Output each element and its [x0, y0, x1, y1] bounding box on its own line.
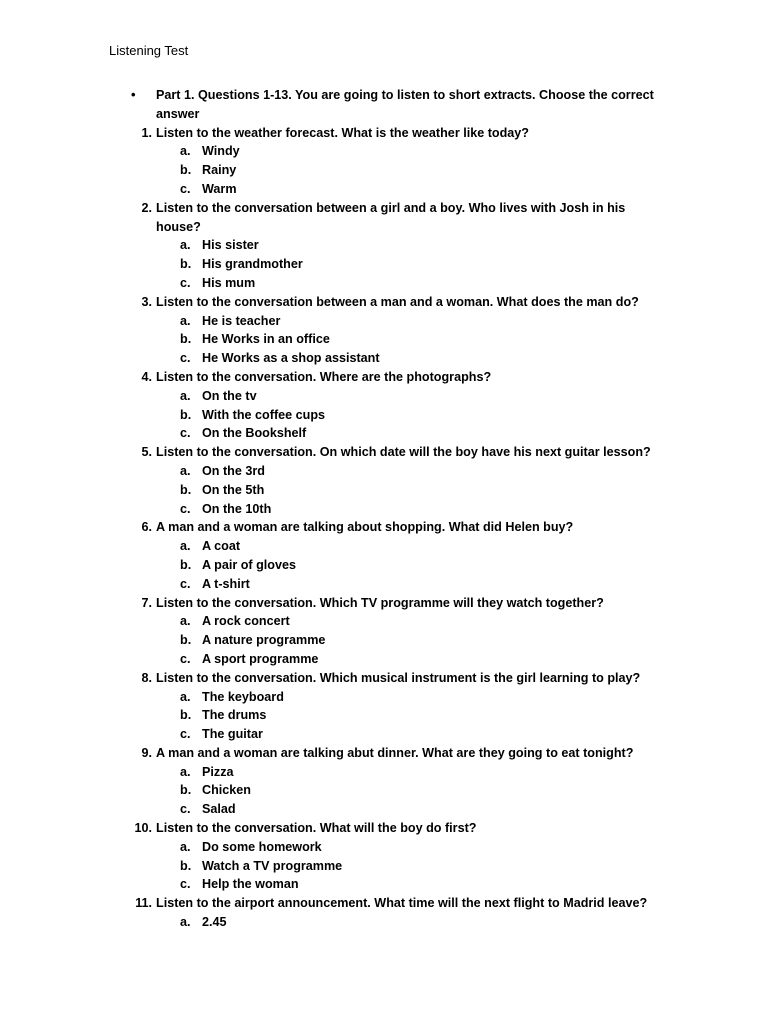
question-number: 6. — [141, 520, 152, 535]
question-number: 8. — [141, 670, 152, 685]
option-letter: c. — [180, 501, 191, 516]
question-number: 9. — [141, 745, 152, 760]
option-letter: a. — [180, 764, 191, 779]
option-text: His grandmother — [202, 257, 303, 272]
option-letter: a. — [180, 539, 191, 554]
option-letter: a. — [180, 238, 191, 253]
option-letter: b. — [180, 482, 192, 497]
answer-option — [0, 781, 768, 800]
answer-option — [0, 462, 768, 481]
question-line — [0, 199, 768, 218]
option-letter: c. — [180, 651, 191, 666]
question-list — [0, 86, 768, 932]
option-text: Salad — [202, 802, 236, 817]
option-text: He Works as a shop assistant — [202, 351, 380, 366]
option-text: Pizza — [202, 764, 234, 779]
question-text: Listen to the conversation between a man and a woman. What does the man do? — [156, 294, 639, 309]
option-letter: c. — [180, 877, 191, 892]
option-text: On the 10th — [202, 501, 272, 516]
option-text: On the 3rd — [202, 463, 265, 478]
question-number: 5. — [141, 445, 152, 460]
bullet-icon: • — [131, 87, 136, 102]
question-number: 7. — [141, 595, 152, 610]
option-text: The keyboard — [202, 689, 284, 704]
option-text: His sister — [202, 238, 259, 253]
question-line — [0, 124, 768, 143]
answer-option — [0, 650, 768, 669]
option-text: He is teacher — [202, 313, 281, 328]
option-text: A t-shirt — [202, 576, 250, 591]
answer-option — [0, 406, 768, 425]
question-line — [0, 368, 768, 387]
answer-option — [0, 763, 768, 782]
option-letter: a. — [180, 463, 191, 478]
option-text: Help the woman — [202, 877, 299, 892]
option-text: On the 5th — [202, 482, 265, 497]
option-text: Do some homework — [202, 839, 322, 854]
answer-option — [0, 500, 768, 519]
option-text: A pair of gloves — [202, 557, 297, 572]
question-number: 3. — [141, 294, 152, 309]
answer-option — [0, 575, 768, 594]
question-text: house? — [156, 219, 201, 234]
option-letter: a. — [180, 689, 191, 704]
option-text: On the Bookshelf — [202, 426, 307, 441]
option-letter: c. — [180, 275, 191, 290]
question-text: Listen to the weather forecast. What is the weather like today? — [156, 125, 529, 140]
option-letter: b. — [180, 858, 192, 873]
intro-text: answer — [156, 106, 200, 121]
answer-option — [0, 857, 768, 876]
question-line — [0, 293, 768, 312]
option-text: Rainy — [202, 163, 237, 178]
question-text: Listen to the conversation. What will the boy do first? — [156, 821, 477, 836]
answer-option — [0, 875, 768, 894]
question-text: Listen to the conversation. On which date will the boy have his next guitar lesson? — [156, 445, 651, 460]
option-letter: b. — [180, 332, 192, 347]
question-line — [0, 669, 768, 688]
option-letter: c. — [180, 426, 191, 441]
answer-option — [0, 161, 768, 180]
question-text: A man and a woman are talking abut dinner. What are they going to eat tonight? — [156, 745, 634, 760]
question-line — [0, 518, 768, 537]
question-text: Listen to the conversation between a girl and a boy. Who lives with Josh in his — [156, 200, 626, 215]
answer-option — [0, 387, 768, 406]
answer-option — [0, 236, 768, 255]
answer-option — [0, 142, 768, 161]
option-letter: c. — [180, 802, 191, 817]
option-text: A nature programme — [202, 633, 326, 648]
answer-option — [0, 330, 768, 349]
option-letter: b. — [180, 407, 192, 422]
option-text: A rock concert — [202, 614, 290, 629]
question-number: 11. — [135, 896, 152, 911]
question-number: 4. — [141, 369, 152, 384]
question-line — [0, 819, 768, 838]
option-letter: a. — [180, 144, 191, 159]
question-line — [0, 594, 768, 613]
page-header: Listening Test — [109, 43, 189, 58]
answer-option — [0, 706, 768, 725]
option-letter: a. — [180, 614, 191, 629]
option-letter: b. — [180, 708, 192, 723]
option-text: A sport programme — [202, 651, 319, 666]
question-line — [0, 744, 768, 763]
question-number: 10. — [134, 821, 152, 836]
option-text: Windy — [202, 144, 240, 159]
option-letter: a. — [180, 839, 191, 854]
option-text: Watch a TV programme — [202, 858, 343, 873]
answer-option — [0, 913, 768, 932]
answer-option — [0, 725, 768, 744]
option-letter: a. — [180, 388, 191, 403]
intro-line — [0, 86, 768, 105]
option-text: The drums — [202, 708, 267, 723]
question-number: 2. — [141, 200, 152, 215]
answer-option — [0, 255, 768, 274]
question-text: Listen to the airport announcement. What time will the next flight to Madrid leave? — [156, 896, 648, 911]
option-letter: b. — [180, 633, 192, 648]
answer-option — [0, 312, 768, 331]
option-letter: b. — [180, 257, 192, 272]
answer-option — [0, 556, 768, 575]
question-text: Listen to the conversation. Where are the photographs? — [156, 369, 492, 384]
option-letter: c. — [180, 727, 191, 742]
option-letter: c. — [180, 181, 191, 196]
intro-line — [0, 105, 768, 124]
option-text: He Works in an office — [202, 332, 330, 347]
option-text: On the tv — [202, 388, 257, 403]
answer-option — [0, 274, 768, 293]
question-number: 1. — [141, 125, 152, 140]
answer-option — [0, 800, 768, 819]
option-text: The guitar — [202, 727, 263, 742]
answer-option — [0, 688, 768, 707]
option-letter: b. — [180, 557, 192, 572]
question-line — [0, 443, 768, 462]
question-line — [0, 894, 768, 913]
question-text: A man and a woman are talking about shopping. What did Helen buy? — [156, 520, 574, 535]
option-text: His mum — [202, 275, 256, 290]
answer-option — [0, 180, 768, 199]
answer-option — [0, 349, 768, 368]
option-letter: a. — [180, 313, 191, 328]
option-text: Warm — [202, 181, 237, 196]
option-letter: b. — [180, 163, 192, 178]
question-text: Listen to the conversation. Which musical instrument is the girl learning to play? — [156, 670, 641, 685]
intro-text: Part 1. Questions 1-13. You are going to listen to short extracts. Choose the correct — [156, 88, 654, 102]
answer-option — [0, 631, 768, 650]
question-text: Listen to the conversation. Which TV programme will they watch together? — [156, 595, 604, 610]
option-letter: a. — [180, 915, 191, 930]
answer-option — [0, 612, 768, 631]
answer-option — [0, 838, 768, 857]
option-letter: b. — [180, 783, 192, 798]
option-text: A coat — [202, 539, 241, 554]
option-letter: c. — [180, 351, 191, 366]
option-text: With the coffee cups — [202, 407, 326, 422]
option-text: Chicken — [202, 783, 251, 798]
answer-option — [0, 481, 768, 500]
option-letter: c. — [180, 576, 191, 591]
question-line — [0, 218, 768, 237]
answer-option — [0, 424, 768, 443]
option-text: 2.45 — [202, 915, 227, 930]
answer-option — [0, 537, 768, 556]
